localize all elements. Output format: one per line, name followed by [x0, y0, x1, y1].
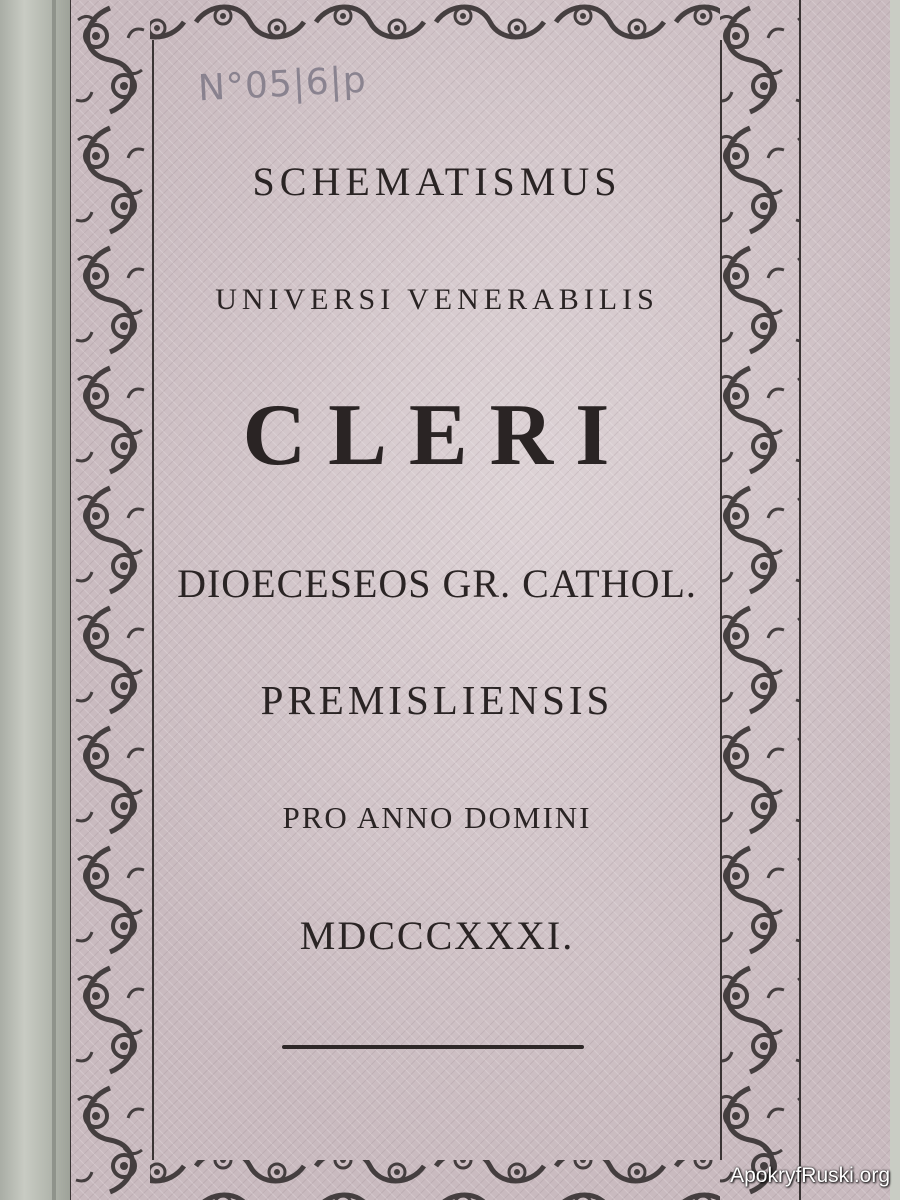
spine-edge	[52, 0, 56, 1200]
title-block	[152, 0, 722, 1200]
title-line-universi: UNIVERSI VENERABILIS	[215, 283, 659, 316]
title-line-schematismus: SCHEMATISMUS	[252, 159, 622, 204]
book-spine	[0, 0, 70, 1200]
title-line-year: MDCCCXXXI.	[299, 913, 575, 958]
title-line-dioeceseos: DIOECESEOS GR. CATHOL.	[177, 561, 697, 606]
title-line-cleri: CLERI	[242, 387, 632, 484]
page-edge	[890, 0, 900, 1200]
title-line-premisliensis: PREMISLIENSIS	[260, 677, 614, 723]
watermark-text: ApokryfRuski.org	[730, 1164, 890, 1187]
decorative-rule	[282, 1045, 584, 1049]
title-line-pro-anno: PRO ANNO DOMINI	[282, 800, 592, 835]
library-stamp: N°05|6|p	[197, 59, 368, 110]
